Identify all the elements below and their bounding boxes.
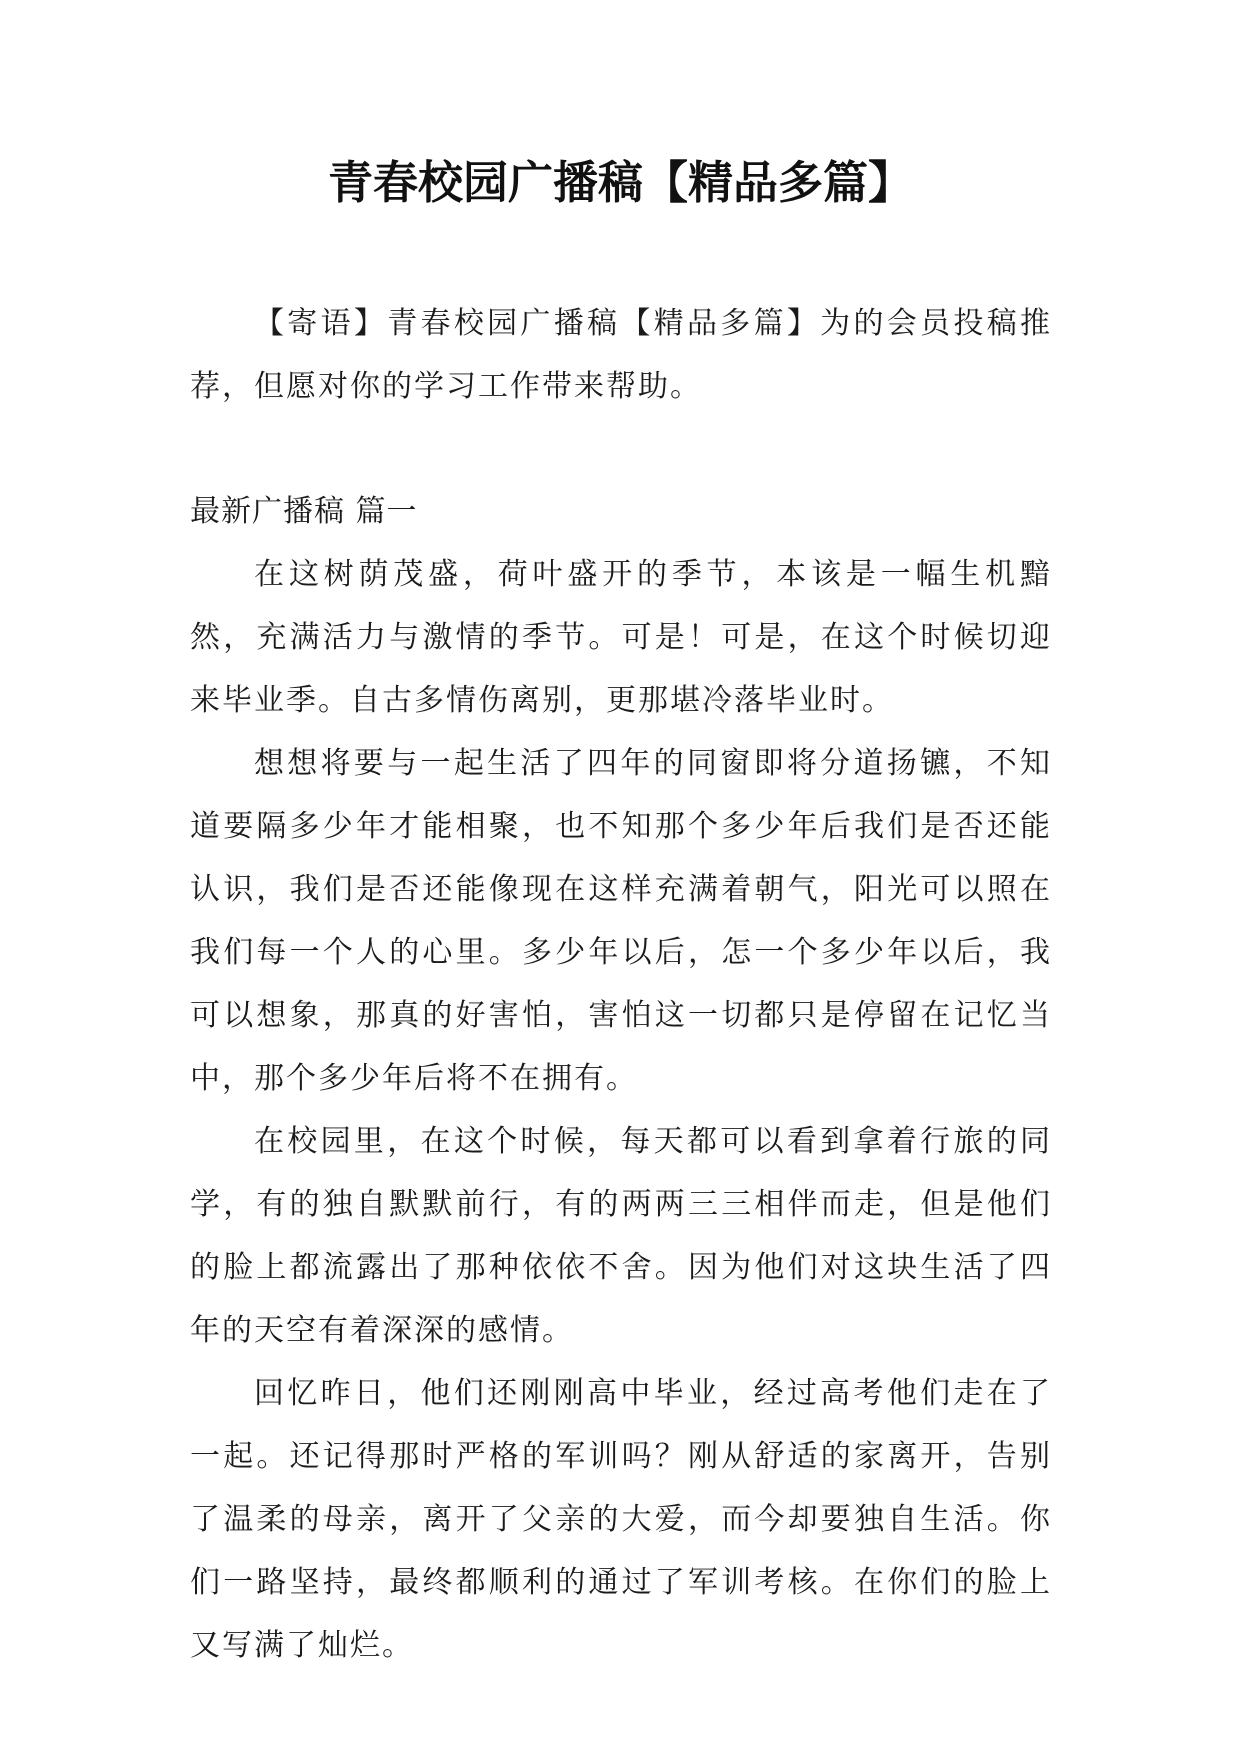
section-heading: 最新广播稿 篇一: [190, 494, 418, 529]
body-paragraph: 在这树荫茂盛，荷叶盛开的季节，本该是一幅生机黯然，充满活力与激情的季节。可是！可是，在这个时候切迎来毕业季。自古多情伤离别，更那堪冷落毕业时。: [190, 557, 1052, 718]
body-paragraph: 回忆昨日，他们还刚刚高中毕业，经过高考他们走在了一起。还记得那时严格的军训吗？刚从舒适的家离开，告别了温柔的母亲，离开了父亲的大爱，而今却要独自生活。你们一路坚持，最终都顺利的通过了军训考核。在你们的脸上又写满了灿烂。: [190, 1376, 1052, 1663]
body-paragraph: 想想将要与一起生活了四年的同窗即将分道扬镳，不知道要隔多少年才能相聚，也不知那个多少年后我们是否还能认识，我们是否还能像现在这样充满着朝气，阳光可以照在我们每一个人的心里。多少年以后，怎一个多少年以后，我可以想象，那真的好害怕，害怕这一切都只是停留在记忆当中，那个多少年后将不在拥有。: [190, 746, 1052, 1096]
body-paragraph: 在校园里，在这个时候，每天都可以看到拿着行旅的同学，有的独自默默前行，有的两两三三相伴而走，但是他们的脸上都流露出了那种依依不舍。因为他们对这块生活了四年的天空有着深深的感情。: [190, 1124, 1052, 1348]
intro-paragraph: 【寄语】青春校园广播稿【精品多篇】为的会员投稿推荐，但愿对你的学习工作带来帮助。: [190, 306, 1052, 404]
document-title: 青春校园广播稿【精品多篇】: [327, 156, 913, 209]
document-body: [190, 292, 1052, 1677]
